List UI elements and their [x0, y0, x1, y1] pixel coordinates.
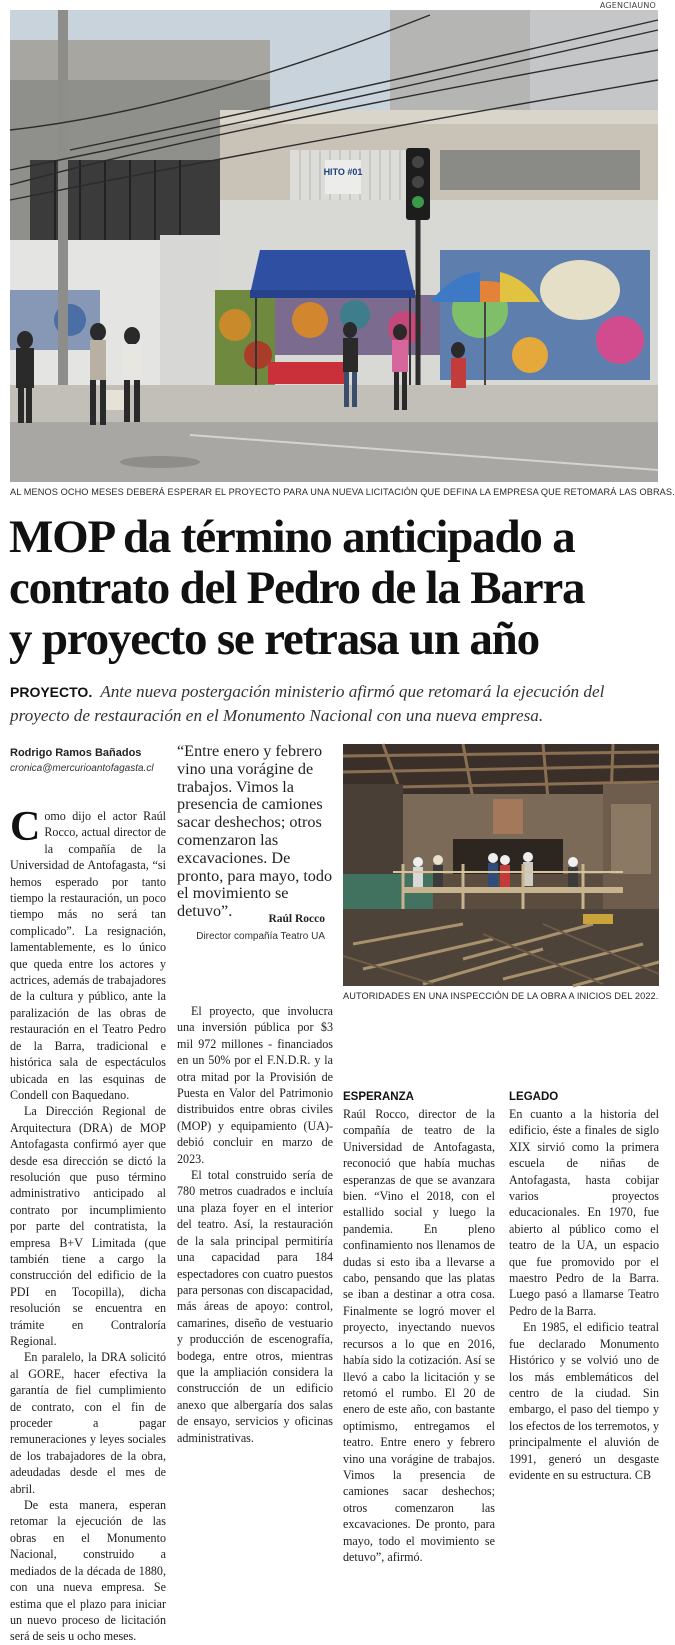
paragraph-8: En cuanto a la historia del edificio, éste a finales de siglo XIX sirvió como la primera escuela de niñas de Antofagasta, hasta cobijar varios proyectos educacionales. En 1970, fue abierto al público como el teatro de la UA, un espacio que fue promovido por el maestro Pedro de la Barra. Luego pasó a llamarse Teatro Pedro de la Barra.: [509, 1107, 659, 1318]
paragraph-7: Raúl Rocco, director de la compañía de teatro de la Universidad de Antofagasta, reconoció que había muchas esperanzas de que se avanzara bien. “Vino el 2018, con el estallido social y luego la pandemia. En pleno confinamiento nos llenamos de dudas si esto iba a llevarse a cabo, pensando que las platas se iban a destinar a otra cosa. Finalmente se logró mover el proyecto, inyectando nuevos recursos a lo que en 2016, había sido la cotización. Así se llevó a cabo la licitación y se retomó el rumbo. El 20 de enero de este año, con bastante optimismo, entregamos el teatro. Entre enero y febrero vino una vorágine de trabajos. Vimos la presencia de camiones sacar deshechos; otros comenzaron las excavaciones. De pronto, para mayo, todo el movimiento se detuvo”, afirmó.: [343, 1107, 495, 1564]
body-column-1: [10, 804, 166, 1644]
hito-sign-text: HITO #01: [323, 167, 363, 177]
paragraph-1: Como dijo el actor Raúl Rocco, actual director de la compañía de la Universidad de Antofagasta, “si hemos esperado por tanto tiempo la restauración, un poco tiempo más no será tan complicado”. La resignación, lamentablemente, es lo único que queda entre los actores y actrices, además de trabajadores de la cultura y público, ante la paralización de las obras de restauración en el Teatro Pedro de la Barra, tradicional e histórica sala de espectáculos ubicada en las esquinas de Condell con Baquedano.: [10, 804, 166, 1102]
main-photo-caption: AL MENOS OCHO MESES DEBERÁ ESPERAR EL PROYECTO PARA UNA NUEVA LICITACIÓN QUE DEFINA LA EMPRESA QUE RETOMARÁ LAS OBRAS.: [10, 487, 675, 497]
body-column-2: [177, 1003, 333, 1453]
kicker-tag: PROYECTO.: [10, 684, 93, 700]
subhead-esperanza: ESPERANZA: [343, 1091, 414, 1103]
inspection-photo: [343, 744, 659, 986]
kicker: [10, 680, 660, 727]
subhead-legado: LEGADO: [509, 1091, 559, 1103]
byline-email[interactable]: cronica@mercurioantofagasta.cl: [10, 763, 154, 774]
street-scene-illustration: [10, 10, 658, 482]
kicker-text: Ante nueva postergación ministerio afirmó que retomará la ejecución del proyecto de restauración en el Monumento Nacional con una nueva empresa.: [10, 682, 605, 725]
headline-line-1: MOP da término anticipado a: [9, 511, 575, 563]
main-photo: [10, 10, 658, 482]
pull-quote-author: Raúl Rocco: [268, 913, 325, 925]
paragraph-5: El proyecto, que involucra una inversión pública por $3 mil 972 millones - financiados en un 50% por el F.N.D.R. y la otra mitad por la Provisión de Puesta en Valor del Patrimonio distribuidos entre obras civiles (MOP) y equipamiento (UA)- debió concluir en marzo de 2023.: [177, 1004, 333, 1166]
construction-site-illustration: [343, 744, 659, 986]
headline-line-3: y proyecto se retrasa un año: [9, 613, 539, 665]
headline-line-2: contrato del Pedro de la Barra: [9, 562, 585, 614]
paragraph-4: De esta manera, esperan retomar la ejecución de las obras en el Monumento Nacional, construido a mediados de la década de 1880, con una nueva empresa. Se estima que el plazo para iniciar un nuevo proceso de licitación será de seis u ocho meses.: [10, 1498, 166, 1644]
body-column-4: [509, 1020, 659, 1482]
inspection-photo-caption: AUTORIDADES EN UNA INSPECCIÓN DE LA OBRA A INICIOS DEL 2022.: [343, 991, 659, 1001]
headline: [9, 512, 664, 665]
body-column-3: [343, 1020, 495, 1564]
photo-credit: AGENCIAUNO: [599, 1, 656, 10]
drop-cap: C: [10, 804, 41, 850]
paragraph-3: En paralelo, la DRA solicitó al GORE, hacer efectiva la garantía de fiel cumplimiento de contrato, con el fin de proceder a pagar remuneraciones y leyes sociales de los trabajadores de la obra, adeudadas desde el mes de abril.: [10, 1350, 166, 1496]
paragraph-2: La Dirección Regional de Arquitectura (DRA) de MOP Antofagasta confirmó ayer que desde esa dirección se dictó la resolución que puso término administrativo anticipado al contrato por incumplimiento por parte del contratista, la empresa B+V Limitada (que también tiene a cargo la construcción del edificio de la PDI en Tocopilla), dicha resolución se encuentra en trámite en Contraloría Regional.: [10, 1104, 166, 1348]
paragraph-9: En 1985, el edificio teatral fue declarado Monumento Histórico y se volvió uno de los más emblemáticos del centro de la ciudad. Sin embargo, el paso del tiempo y los efectos de los terremotos, y principalmente el aluvión de 1991, generó un desgaste evidente en su estructura. CB: [509, 1320, 659, 1482]
byline-author: Rodrigo Ramos Bañados: [10, 747, 142, 759]
paragraph-6: El total construido sería de 780 metros cuadrados e incluía una plaza foyer en el interior del teatro. Así, la restauración de la sala principal permitiría una capacidad para 184 espectadores con cuatro puestos para personas con discapacidad, más áreas de apoyo: control, camarines, diseño de vestuario y producción de escenografía, bodega, entre otros, mientras que la ampliación considera la construcción de un edificio anexo que albergaría dos salas de ensayo, servicios y oficinas administrativas.: [177, 1168, 333, 1445]
pull-quote: “Entre enero y febrero vino una vorágine de trabajos. Vimos la presencia de camiones sacar deshechos; otros comenzaron las excavaciones. De pronto, para mayo, todo el movimiento se detuvo”.: [177, 742, 333, 921]
pull-quote-role: Director compañía Teatro UA: [196, 931, 325, 942]
